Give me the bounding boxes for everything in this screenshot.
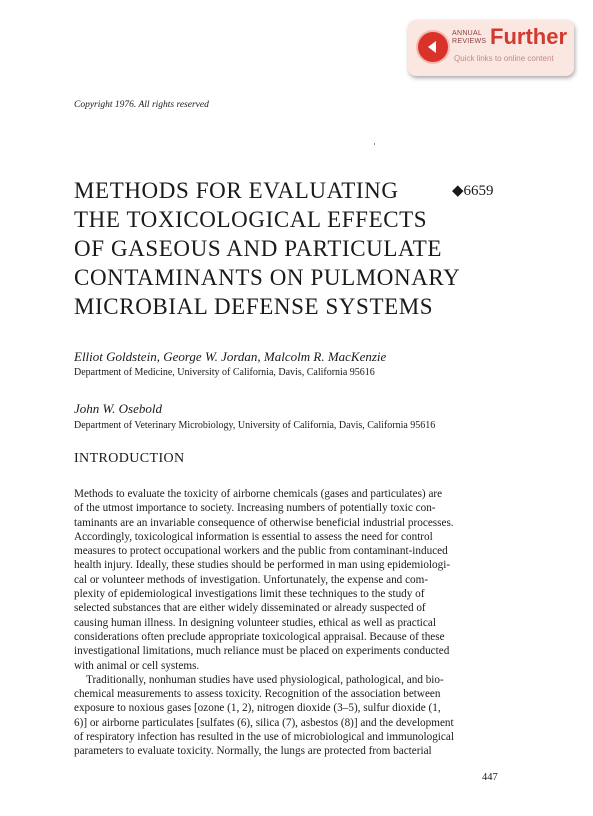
body-paragraphs [74,487,494,759]
body-line: cal or volunteer methods of investigation. Unfortunately, the expense and com- [74,573,429,586]
body-line: of respiratory infection has resulted in the use of microbiological and immunological [74,731,454,744]
body-line: selected substances that are either widely disseminated or already suspected of [74,602,426,615]
title-line: MICROBIAL DEFENSE SYSTEMS [74,294,434,319]
title-line: OF GASEOUS AND PARTICULATE [74,236,443,261]
badge-subtitle: Quick links to online content [454,54,554,63]
body-line: plexity of epidemiological investigations limit these techniques to the study of [74,588,425,601]
body-line: Accordingly, toxicological information is essential to assess the need for control [74,530,433,543]
further-badge[interactable] [408,20,574,76]
body-line: causing human illness. In designing volunteer studies, ethical as well as practical [74,616,436,629]
page-number: 447 [482,772,498,783]
affiliation-primary: Department of Medicine, University of California, Davis, California 95616 [74,367,375,378]
article-title [74,176,474,321]
authors-primary: Elliot Goldstein, George W. Jordan, Malcolm R. MacKenzie [74,349,387,364]
title-line: THE TOXICOLOGICAL EFFECTS [74,207,428,232]
body-line: chemical measurements to assess toxicity. Recognition of the association between [74,688,441,701]
authors-secondary: John W. Osebold [74,401,162,416]
section-heading: INTRODUCTION [74,451,185,466]
body-line: 6)] or airborne particulates [sulfates (6), silica (7), asbestos (8)] and the development [74,716,454,729]
body-line: exposure to noxious gases [ozone (1, 2), nitrogen dioxide (3–5), sulfur dioxide (1, [74,702,441,715]
title-line: CONTAMINANTS ON PULMONARY [74,265,461,290]
badge-small-line2: REVIEWS [452,38,487,45]
badge-title: Further [490,24,567,49]
back-arrow-icon [416,30,450,64]
body-line: Traditionally, nonhuman studies have used physiological, pathological, and bio- [86,673,444,686]
article-code: ◆6659 [452,183,494,199]
body-line: taminants are an invariable consequence of otherwise beneficial industrial processes. [74,516,454,529]
body-line: with animal or cell systems. [74,659,200,672]
copyright-notice: Copyright 1976. All rights reserved [74,100,209,110]
decorative-mark [374,143,375,145]
body-line: considerations often preclude appropriate toxicological appraisal. Because of these [74,630,445,643]
body-line: health injury. Ideally, these studies should be performed in man using epidemiologi- [74,559,451,572]
body-line: Methods to evaluate the toxicity of airborne chemicals (gases and particulates) are [74,488,443,500]
badge-small-line1: ANNUAL [452,30,483,37]
title-line: METHODS FOR EVALUATING [74,178,399,203]
body-line: parameters to evaluate toxicity. Normally, the lungs are protected from bacterial [74,745,432,758]
affiliation-secondary: Department of Veterinary Microbiology, University of California, Davis, California 95616 [74,420,436,431]
body-line: of the utmost importance to society. Increasing numbers of potentially toxic con- [74,502,436,515]
badge-publisher-label [452,30,486,46]
body-line: investigational limitations, much reliance must be placed on experiments conducted [74,645,450,658]
body-line: measures to protect occupational workers and the public from contaminant-induced [74,545,448,558]
